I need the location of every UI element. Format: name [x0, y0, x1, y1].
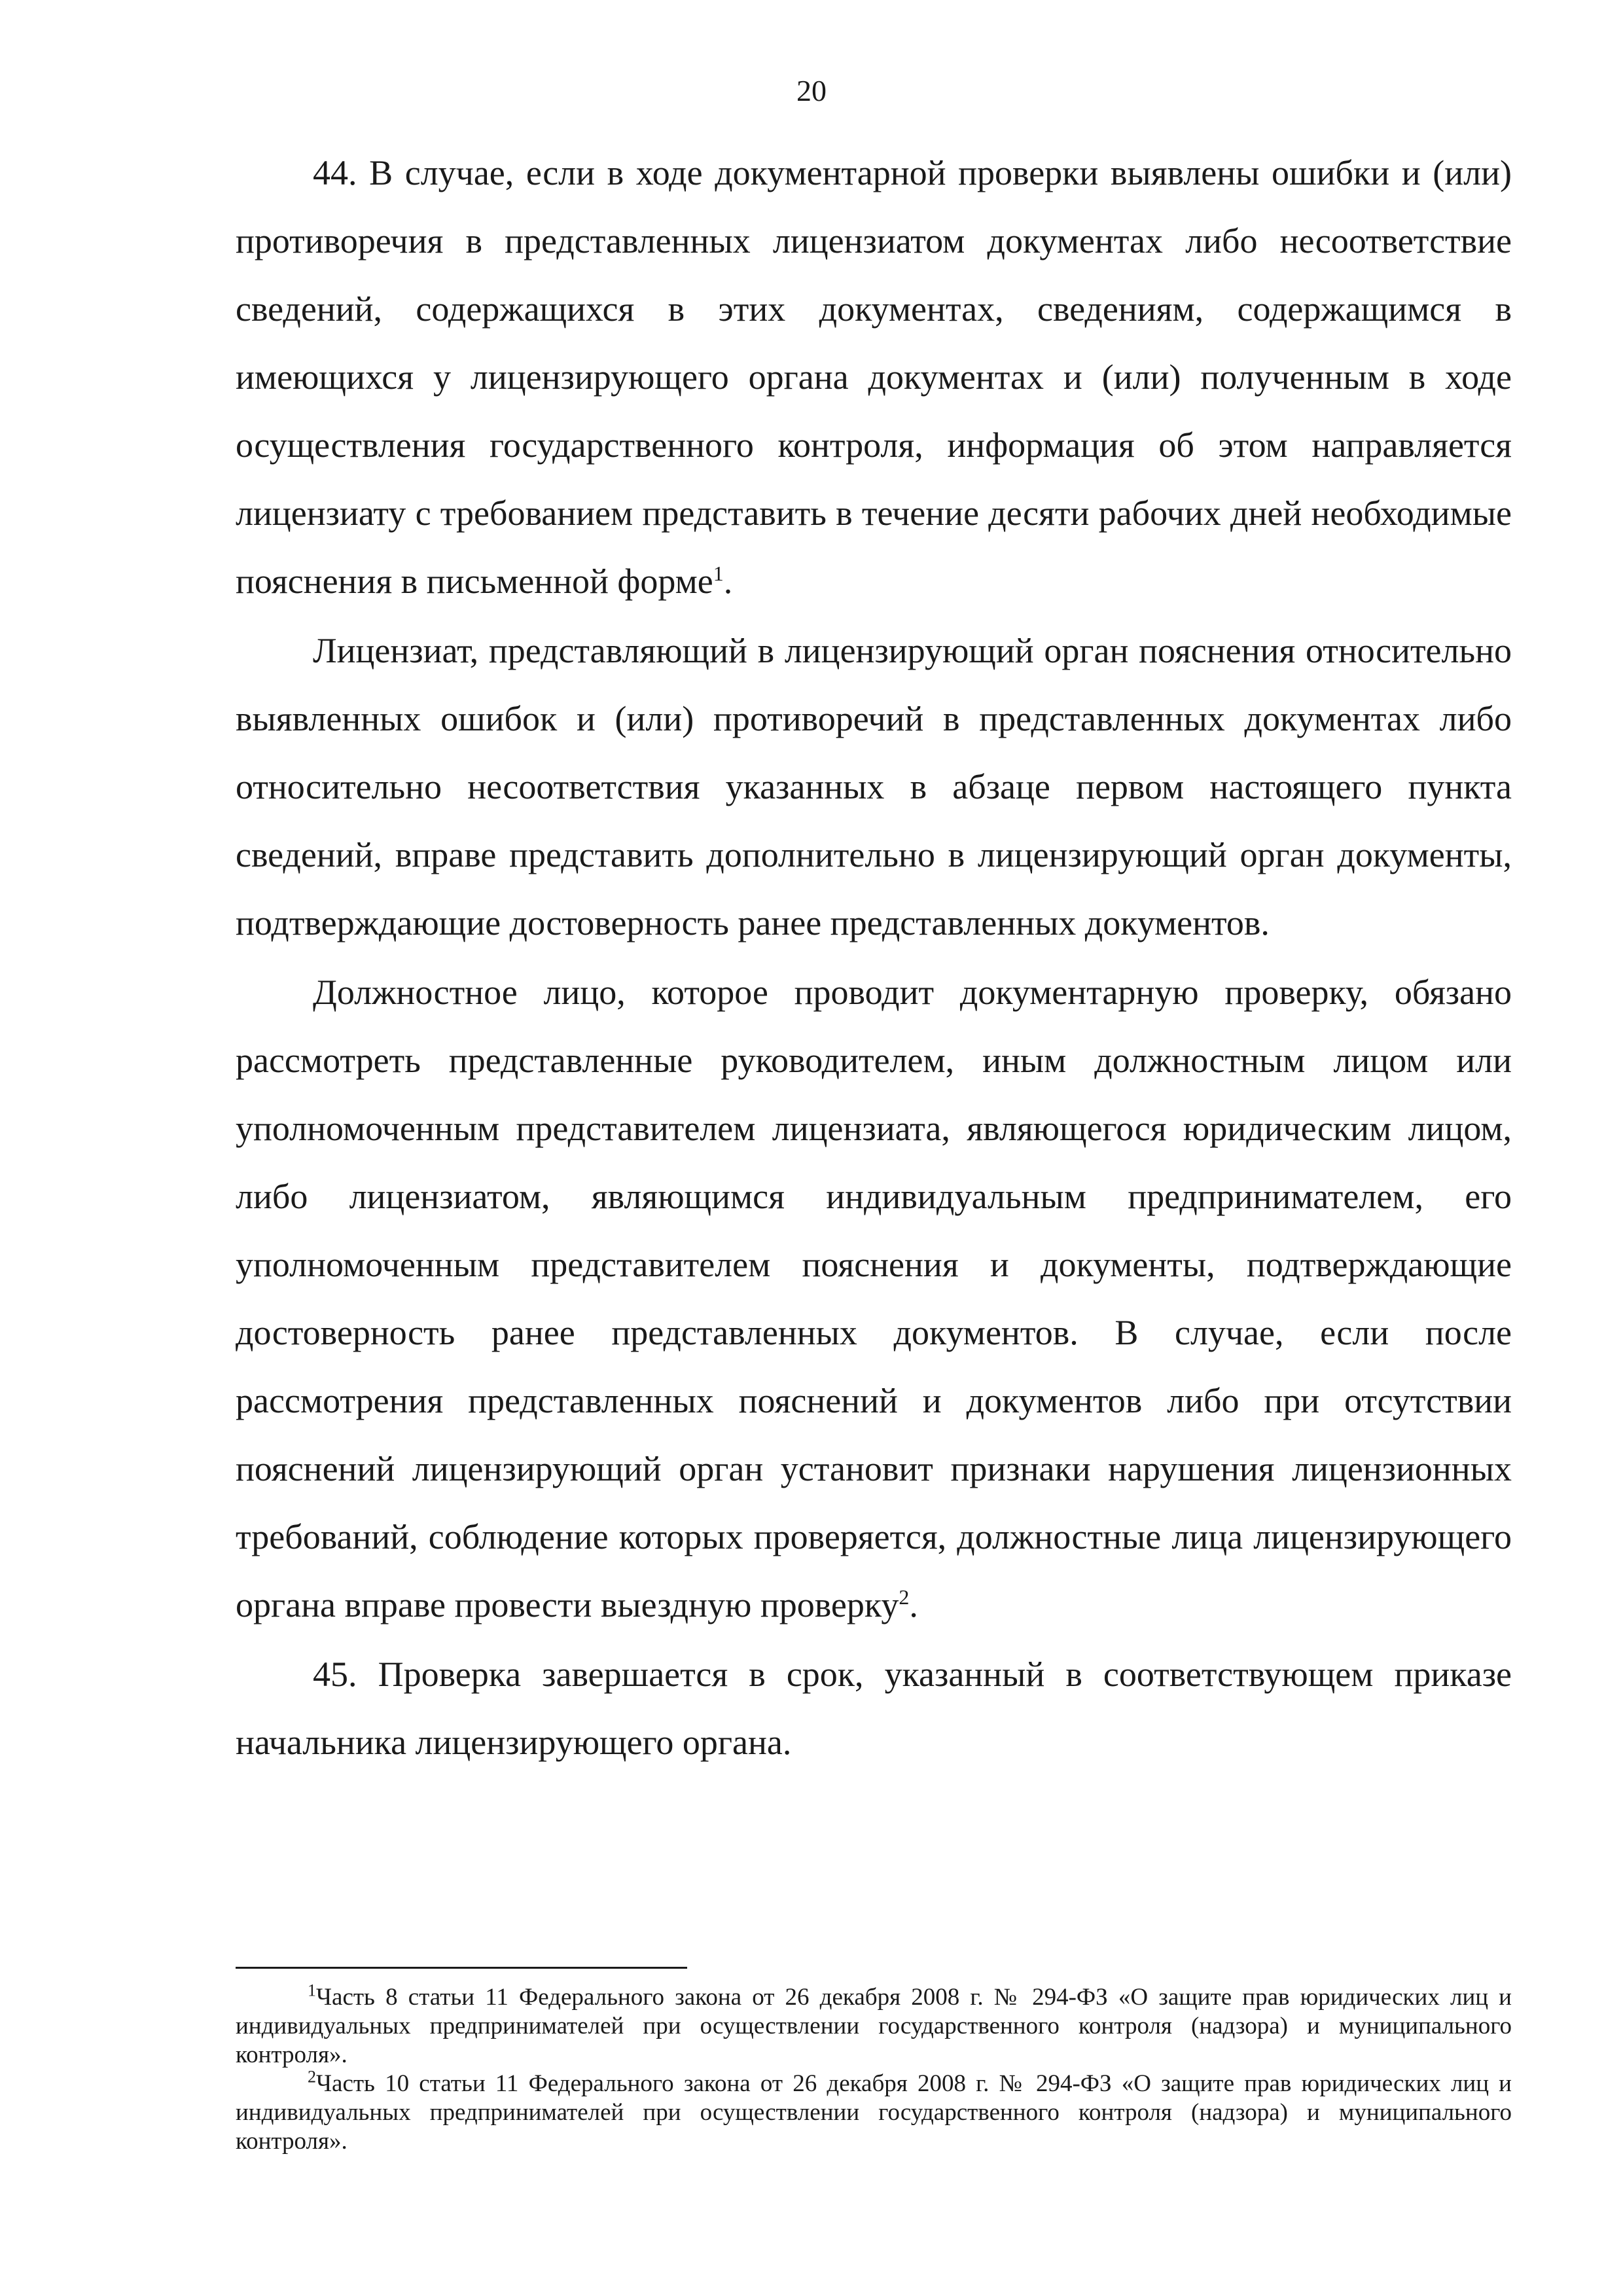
- paragraph-licensee-explanations: Лицензиат, представляющий в лицензирующий орган пояснения относительно выявленных ошибок и (или) противоречий в представленных документах либо относительно несоответствия указанных в абзаце первом настоящего пункта сведений, вправе представить дополнительно в лицензирующий орган документы, подтверждающие достоверность ранее представленных документов.: [236, 631, 1512, 942]
- footnote-text: Часть 8 статьи 11 Федерального закона от 26 декабря 2008 г. № 294-ФЗ «О защите прав юридических лиц и индивидуальных предпринимателей при осуществлении государственного контроля (надзора) и муниципального контроля».: [236, 1984, 1512, 2068]
- paragraph-text: Должностное лицо, которое проводит документарную проверку, обязано рассмотреть представленные руководителем, иным должностным лицом или уполномоченным представителем лицензиата, являющегося юридическим лицом, либо лицензиатом, являющимся индивидуальным предпринимателем, его уполномоченным представителем пояснения и документы, подтверждающие достоверность ранее представленных документов. В случае, если после рассмотрения представленных пояснений и документов либо при отсутствии пояснений лицензирующий орган установит признаки нарушения лицензионных требований, соблюдение которых проверяется, должностные лица лицензирующего органа вправе провести выездную проверку: [236, 973, 1512, 1624]
- footnote-mark: 2: [308, 2067, 316, 2087]
- sentence-period: .: [909, 1585, 918, 1624]
- paragraph-text: 44. В случае, если в ходе документарной проверки выявлены ошибки и (или) противоречия в представленных лицензиатом документах либо несоответствие сведений, содержащихся в этих документах, сведениям, содержащимся в имеющихся у лицензирующего органа документах и (или) полученным в ходе осуществления государственного контроля, информация об этом направляется лицензиату с требованием представить в течение десяти рабочих дней необходимые пояснения в письменной форме: [236, 153, 1512, 601]
- paragraph-44: [236, 139, 1512, 615]
- footnote-1: [236, 1983, 1512, 2070]
- footnote-ref-2: 2: [899, 1585, 910, 1609]
- paragraph-45: 45. Проверка завершается в срок, указанный в соответствующем приказе начальника лицензирующего органа.: [236, 1655, 1512, 1762]
- page-number: 20: [796, 74, 827, 107]
- footnote-separator: [236, 1967, 687, 1969]
- footnotes: [236, 1983, 1512, 2156]
- footnote-mark: 1: [308, 1981, 316, 2000]
- footnote-text: Часть 10 статьи 11 Федерального закона от 26 декабря 2008 г. № 294-ФЗ «О защите прав юридических лиц и индивидуальных предпринимателей при осуществлении государственного контроля (надзора) и муниципального контроля».: [236, 2070, 1512, 2155]
- footnote-ref-1: 1: [713, 562, 724, 585]
- sentence-period: .: [723, 562, 733, 601]
- paragraph-official-review: [236, 958, 1512, 1639]
- main-text: [236, 139, 1512, 1776]
- footnote-2: [236, 2067, 1512, 2156]
